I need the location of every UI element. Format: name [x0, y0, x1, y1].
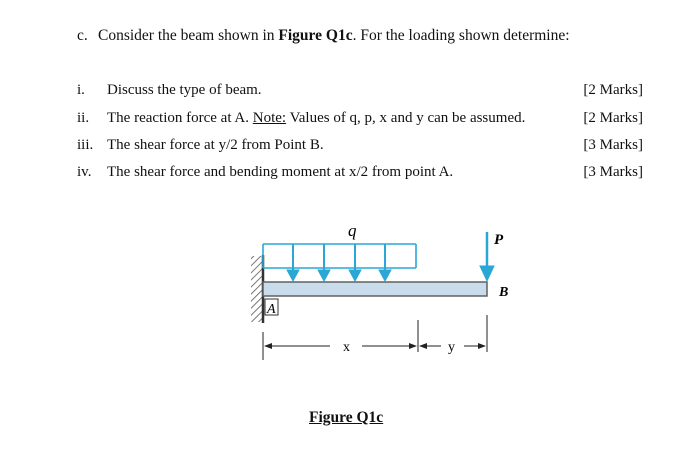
item-number: iv. [77, 164, 92, 180]
item-text-before: The reaction force at A. [107, 110, 253, 126]
load-arrow [287, 244, 299, 281]
figure-caption: Figure Q1c [309, 409, 384, 426]
wall-hatching [251, 256, 263, 322]
end-label-b: B [499, 285, 509, 300]
note-label: Note: [252, 110, 287, 126]
distributed-load [263, 232, 494, 281]
item-text-after: Values of q, p, x and y can be assumed. [286, 110, 526, 126]
item-marks-ii: [2 Marks] [583, 110, 643, 126]
item-text: Discuss the type of beam. [107, 82, 262, 98]
dim-y-label: y [448, 340, 455, 355]
load-arrow [349, 244, 361, 281]
dim-x-label: x [343, 340, 350, 355]
item-number: ii. [77, 110, 90, 126]
load-arrow [379, 244, 391, 281]
item-marks-i: [2 Marks] [583, 82, 643, 98]
question-text-before: Consider the beam shown in [98, 27, 279, 44]
load-arrow [318, 244, 330, 281]
item-number: iii. [77, 137, 94, 153]
question-text-after: . For the loading shown determine: [352, 27, 570, 44]
question-label: c. [77, 27, 88, 44]
item-text: The shear force at y/2 from Point B. [107, 137, 324, 153]
support-label-a: A [267, 302, 276, 317]
point-load-arrow [480, 232, 494, 281]
item-marks-iii: [3 Marks] [583, 137, 643, 153]
beam [263, 282, 487, 296]
point-load-label-p: P [494, 232, 504, 248]
item-text: The shear force and bending moment at x/2 from point A. [107, 164, 454, 180]
item-marks-iv: [3 Marks] [583, 164, 643, 180]
load-label-q: q [348, 221, 357, 240]
item-number: i. [77, 82, 85, 98]
figure-reference: Figure Q1c [278, 27, 353, 44]
